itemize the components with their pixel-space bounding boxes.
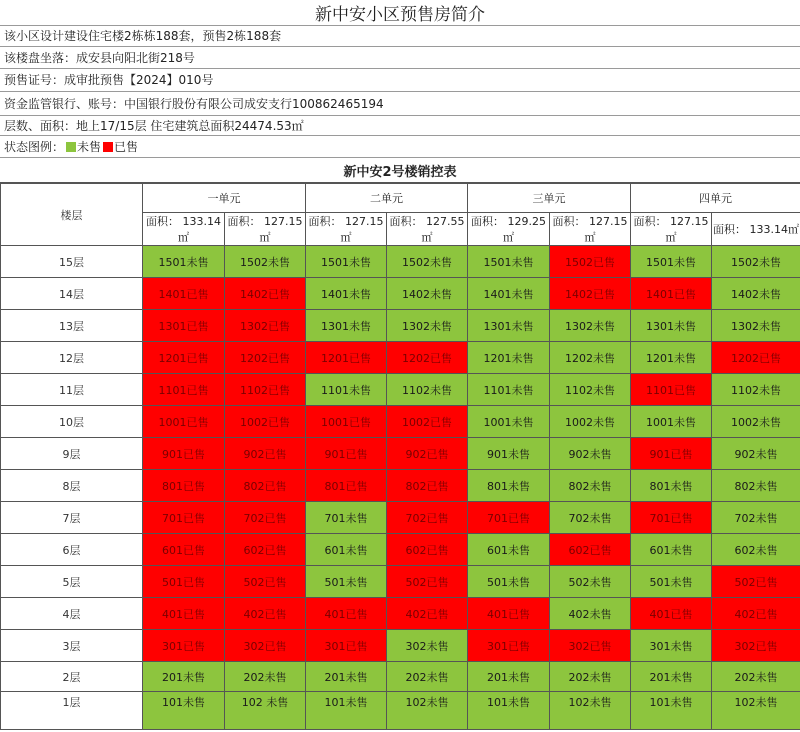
unit-cell-sold: 1202已售 <box>387 342 468 374</box>
unit-cell-unsold: 102未售 <box>387 692 468 730</box>
unit-cell-sold: 1502已售 <box>550 246 631 278</box>
unit-cell-unsold: 1402未售 <box>387 278 468 310</box>
unit-cell-unsold: 1301未售 <box>468 310 550 342</box>
info-line-bank: 资金监管银行、账号：中国银行股份有限公司成安支行100862465194 <box>0 92 800 116</box>
unit-cell-sold: 1402已售 <box>225 278 306 310</box>
floor-label: 8层 <box>1 470 143 502</box>
unit-cell-sold: 402已售 <box>387 598 468 630</box>
unit-cell-unsold: 102 未售 <box>225 692 306 730</box>
unit-cell-sold: 901已售 <box>631 438 712 470</box>
unit-cell-unsold: 1501未售 <box>143 246 225 278</box>
unit-cell-unsold: 1501未售 <box>468 246 550 278</box>
unit-cell-unsold: 1501未售 <box>631 246 712 278</box>
table-row <box>1 534 800 566</box>
unit-cell-unsold: 302未售 <box>387 630 468 662</box>
unit-cell-unsold: 501未售 <box>631 566 712 598</box>
unit-cell-unsold: 502未售 <box>550 566 631 598</box>
table-row <box>1 310 800 342</box>
unit-cell-unsold: 1102未售 <box>387 374 468 406</box>
unit-cell-sold: 302已售 <box>550 630 631 662</box>
unit-cell-sold: 701已售 <box>143 502 225 534</box>
table-row <box>1 692 800 730</box>
unit-cell-sold: 801已售 <box>143 470 225 502</box>
unit-cell-unsold: 1302未售 <box>387 310 468 342</box>
table-row <box>1 438 800 470</box>
unit-cell-sold: 301已售 <box>143 630 225 662</box>
unit-cell-sold: 1102已售 <box>225 374 306 406</box>
unit-cell-sold: 301已售 <box>468 630 550 662</box>
unit-cell-unsold: 102未售 <box>712 692 800 730</box>
unit-cell-sold: 1001已售 <box>306 406 387 438</box>
unit-cell-sold: 1101已售 <box>631 374 712 406</box>
unit-cell-sold: 502已售 <box>712 566 800 598</box>
unit-cell-unsold: 702未售 <box>712 502 800 534</box>
unit-cell-sold: 702已售 <box>225 502 306 534</box>
unit-cell-unsold: 101未售 <box>631 692 712 730</box>
unit-cell-unsold: 1201未售 <box>631 342 712 374</box>
unit-cell-unsold: 201未售 <box>468 662 550 692</box>
unit-cell-unsold: 202未售 <box>712 662 800 692</box>
info-line-floors-area: 层数、面积：地上17/15层 住宅建筑总面积24474.53㎡ <box>0 116 800 136</box>
unit-cell-unsold: 1502未售 <box>225 246 306 278</box>
unit-cell-unsold: 201未售 <box>306 662 387 692</box>
unit-cell-sold: 1002已售 <box>225 406 306 438</box>
unit-cell-unsold: 901未售 <box>468 438 550 470</box>
unit-cell-sold: 1202已售 <box>712 342 800 374</box>
unit-cell-sold: 1402已售 <box>550 278 631 310</box>
info-line-buildings: 该小区设计建设住宅楼2栋栋188套，预售2栋188套 <box>0 25 800 47</box>
unit-cell-sold: 401已售 <box>306 598 387 630</box>
unit-cell-unsold: 1102未售 <box>550 374 631 406</box>
area-header: 面积： 127.15㎡ <box>306 213 387 246</box>
unit-cell-unsold: 202未售 <box>550 662 631 692</box>
unit-cell-sold: 1201已售 <box>143 342 225 374</box>
unit-cell-unsold: 1301未售 <box>631 310 712 342</box>
table-title: 新中安2号楼销控表 <box>0 157 800 183</box>
unit-cell-sold: 402已售 <box>225 598 306 630</box>
unit-cell-unsold: 101未售 <box>306 692 387 730</box>
unit-cell-unsold: 1302未售 <box>550 310 631 342</box>
legend-unsold-swatch <box>66 142 76 152</box>
unit-header: 一单元 <box>143 184 306 213</box>
floor-label: 14层 <box>1 278 143 310</box>
unit-cell-unsold: 802未售 <box>550 470 631 502</box>
unit-cell-sold: 801已售 <box>306 470 387 502</box>
unit-cell-unsold: 802未售 <box>712 470 800 502</box>
floor-header: 楼层 <box>1 184 143 246</box>
table-row <box>1 470 800 502</box>
legend-label: 状态图例： <box>4 139 65 154</box>
table-row <box>1 278 800 310</box>
unit-cell-sold: 602已售 <box>387 534 468 566</box>
unit-cell-sold: 1001已售 <box>143 406 225 438</box>
unit-cell-unsold: 1201未售 <box>468 342 550 374</box>
unit-cell-sold: 601已售 <box>143 534 225 566</box>
unit-cell-sold: 902已售 <box>225 438 306 470</box>
unit-header: 三单元 <box>468 184 631 213</box>
unit-cell-sold: 602已售 <box>550 534 631 566</box>
unit-cell-unsold: 1202未售 <box>550 342 631 374</box>
unit-cell-unsold: 1002未售 <box>712 406 800 438</box>
unit-cell-unsold: 202未售 <box>225 662 306 692</box>
unit-cell-sold: 1201已售 <box>306 342 387 374</box>
area-header: 面积： 129.25㎡ <box>468 213 550 246</box>
unit-cell-unsold: 101未售 <box>143 692 225 730</box>
unit-cell-unsold: 201未售 <box>143 662 225 692</box>
legend-sold-swatch <box>103 142 113 152</box>
floor-label: 5层 <box>1 566 143 598</box>
area-header: 面积： 127.55㎡ <box>387 213 468 246</box>
floor-label: 11层 <box>1 374 143 406</box>
unit-cell-unsold: 1501未售 <box>306 246 387 278</box>
floor-label: 9层 <box>1 438 143 470</box>
unit-cell-unsold: 1301未售 <box>306 310 387 342</box>
unit-cell-unsold: 702未售 <box>550 502 631 534</box>
unit-cell-sold: 901已售 <box>306 438 387 470</box>
floor-label: 3层 <box>1 630 143 662</box>
unit-cell-unsold: 102未售 <box>550 692 631 730</box>
unit-cell-unsold: 1002未售 <box>550 406 631 438</box>
unit-cell-sold: 1101已售 <box>143 374 225 406</box>
unit-cell-sold: 602已售 <box>225 534 306 566</box>
unit-cell-unsold: 601未售 <box>631 534 712 566</box>
info-line-presale-permit: 预售证号：成审批预售【2024】010号 <box>0 69 800 92</box>
unit-cell-unsold: 202未售 <box>387 662 468 692</box>
unit-cell-sold: 502已售 <box>225 566 306 598</box>
unit-cell-sold: 502已售 <box>387 566 468 598</box>
unit-cell-unsold: 1102未售 <box>712 374 800 406</box>
unit-cell-sold: 802已售 <box>225 470 306 502</box>
page-title: 新中安小区预售房简介 <box>0 0 800 26</box>
unit-cell-sold: 501已售 <box>143 566 225 598</box>
legend <box>0 136 800 157</box>
area-header: 面积： 133.14㎡ <box>712 213 800 246</box>
floor-label: 10层 <box>1 406 143 438</box>
floor-label: 1层 <box>1 692 143 730</box>
table-row <box>1 406 800 438</box>
unit-cell-sold: 1302已售 <box>225 310 306 342</box>
unit-cell-unsold: 1001未售 <box>631 406 712 438</box>
unit-cell-unsold: 801未售 <box>631 470 712 502</box>
unit-cell-sold: 401已售 <box>631 598 712 630</box>
unit-cell-sold: 401已售 <box>143 598 225 630</box>
table-row <box>1 246 800 278</box>
unit-cell-sold: 701已售 <box>631 502 712 534</box>
floor-label: 7层 <box>1 502 143 534</box>
area-header: 面积： 127.15㎡ <box>550 213 631 246</box>
unit-header: 四单元 <box>631 184 800 213</box>
floor-label: 2层 <box>1 662 143 692</box>
area-header: 面积： 127.15㎡ <box>631 213 712 246</box>
unit-cell-unsold: 1401未售 <box>468 278 550 310</box>
unit-cell-sold: 702已售 <box>387 502 468 534</box>
unit-cell-unsold: 301未售 <box>631 630 712 662</box>
unit-cell-unsold: 902未售 <box>550 438 631 470</box>
unit-cell-sold: 1202已售 <box>225 342 306 374</box>
unit-cell-sold: 302已售 <box>712 630 800 662</box>
legend-unsold-label: 未售 <box>77 139 102 154</box>
legend-sold-label: 已售 <box>114 139 139 154</box>
unit-cell-unsold: 1101未售 <box>468 374 550 406</box>
info-line-address: 该楼盘坐落：成安县向阳北街218号 <box>0 47 800 69</box>
floor-label: 13层 <box>1 310 143 342</box>
unit-cell-sold: 1401已售 <box>631 278 712 310</box>
unit-cell-unsold: 201未售 <box>631 662 712 692</box>
floor-label: 4层 <box>1 598 143 630</box>
floor-label: 12层 <box>1 342 143 374</box>
floor-label: 15层 <box>1 246 143 278</box>
table-row <box>1 374 800 406</box>
unit-cell-unsold: 501未售 <box>306 566 387 598</box>
unit-cell-unsold: 101未售 <box>468 692 550 730</box>
unit-cell-unsold: 1402未售 <box>712 278 800 310</box>
unit-cell-unsold: 1502未售 <box>712 246 800 278</box>
table-row <box>1 566 800 598</box>
unit-cell-unsold: 402未售 <box>550 598 631 630</box>
unit-cell-unsold: 601未售 <box>306 534 387 566</box>
unit-cell-sold: 1401已售 <box>143 278 225 310</box>
table-row <box>1 662 800 692</box>
unit-cell-sold: 1301已售 <box>143 310 225 342</box>
unit-cell-unsold: 1401未售 <box>306 278 387 310</box>
unit-cell-sold: 401已售 <box>468 598 550 630</box>
table-row <box>1 630 800 662</box>
unit-header: 二单元 <box>306 184 468 213</box>
unit-cell-unsold: 902未售 <box>712 438 800 470</box>
unit-cell-unsold: 602未售 <box>712 534 800 566</box>
table-row <box>1 342 800 374</box>
unit-cell-unsold: 801未售 <box>468 470 550 502</box>
unit-cell-unsold: 601未售 <box>468 534 550 566</box>
area-header: 面积： 127.15㎡ <box>225 213 306 246</box>
floor-label: 6层 <box>1 534 143 566</box>
unit-cell-sold: 301已售 <box>306 630 387 662</box>
unit-cell-unsold: 1101未售 <box>306 374 387 406</box>
unit-cell-sold: 701已售 <box>468 502 550 534</box>
unit-cell-unsold: 1001未售 <box>468 406 550 438</box>
unit-cell-sold: 802已售 <box>387 470 468 502</box>
unit-cell-sold: 902已售 <box>387 438 468 470</box>
sales-control-table <box>0 183 800 730</box>
table-row <box>1 598 800 630</box>
area-header: 面积： 133.14㎡ <box>143 213 225 246</box>
unit-cell-sold: 402已售 <box>712 598 800 630</box>
unit-cell-unsold: 701未售 <box>306 502 387 534</box>
unit-cell-sold: 901已售 <box>143 438 225 470</box>
table-row <box>1 502 800 534</box>
unit-cell-sold: 1002已售 <box>387 406 468 438</box>
unit-cell-unsold: 1302未售 <box>712 310 800 342</box>
unit-cell-unsold: 501未售 <box>468 566 550 598</box>
unit-cell-unsold: 1502未售 <box>387 246 468 278</box>
unit-cell-sold: 302已售 <box>225 630 306 662</box>
